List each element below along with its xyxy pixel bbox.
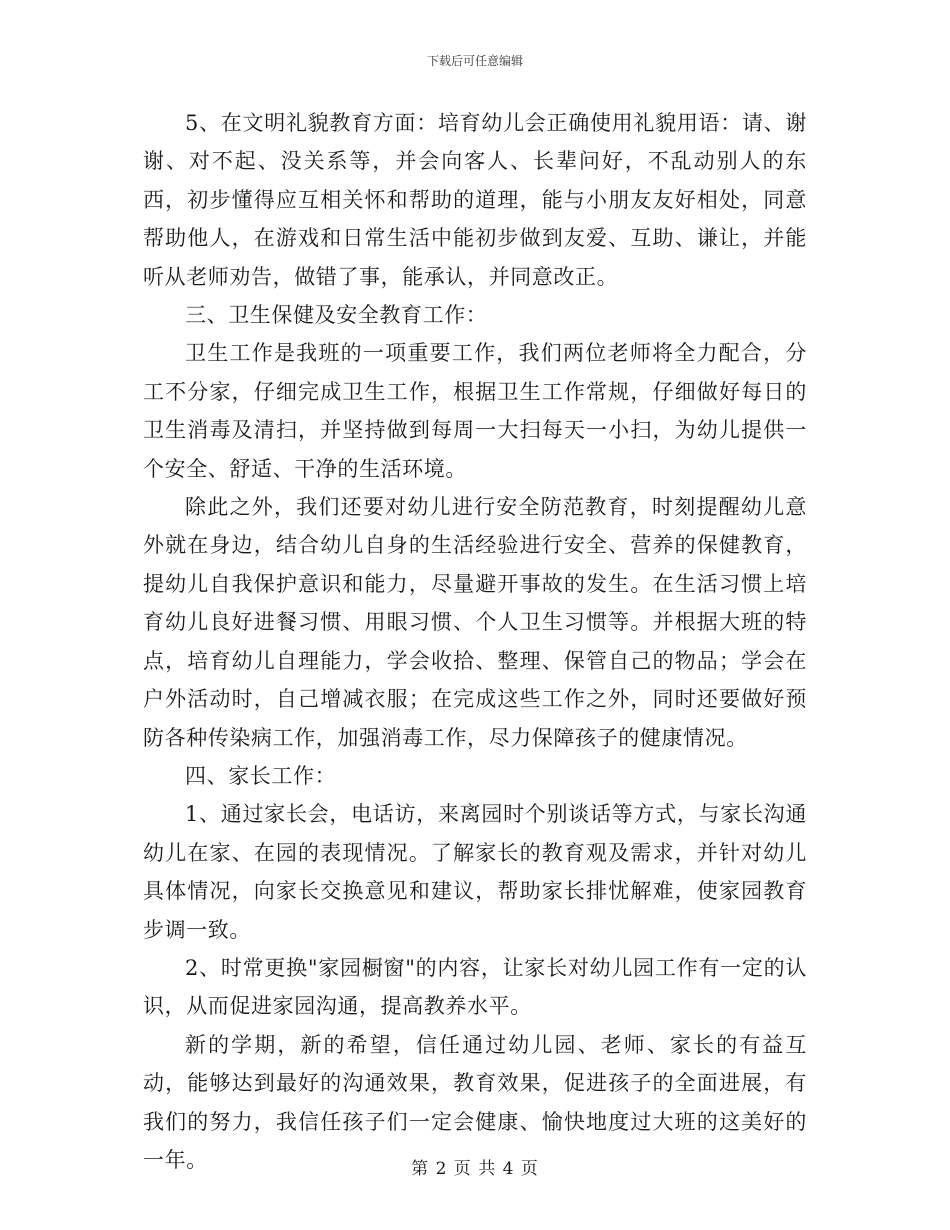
header-note: 下载后可任意编辑 — [426, 54, 523, 68]
paragraph-parent-communication: 1、通过家长会，电话访，来离园时个别谈话等方式，与家长沟通幼儿在家、在园的表现情况。了解家长的教育观及需求，并针对幼儿具体情况，向家长交换意见和建议，帮助家长排忧解难，使家园教育步调一致。 — [143, 802, 807, 942]
section-heading-parent-work: 四、家长工作： — [185, 763, 337, 788]
paragraph-courtesy-education: 5、在文明礼貌教育方面：培育幼儿会正确使用礼貌用语：请、谢谢、对不起、没关系等，并会向客人、长辈问好，不乱动别人的东西，初步懂得应互相关怀和帮助的道理，能与小朋友友好相处，同意帮助他人，在游戏和日常生活中能初步做到友爱、互助、谦让，并能听从老师劝告，做错了事，能承认，并同意改正。 — [143, 111, 807, 289]
section-heading-hygiene-safety: 三、卫生保健及安全教育工作： — [185, 303, 488, 328]
paragraph-safety-education: 除此之外，我们还要对幼儿进行安全防范教育，时刻提醒幼儿意外就在身边，结合幼儿自身的生活经验进行安全、营养的保健教育，提幼儿自我保护意识和能力，尽量避开事故的发生。在生活习惯上培育幼儿良好进餐习惯、用眼习惯、个人卫生习惯等。并根据大班的特点，培育幼儿自理能力，学会收拾、整理、保管自己的物品；学会在户外活动时，自己增减衣服；在完成这些工作之外，同时还要做好预防各种传染病工作，加强消毒工作，尽力保障孩子的健康情况。 — [143, 495, 807, 750]
paragraph-hygiene-work: 卫生工作是我班的一项重要工作，我们两位老师将全力配合，分工不分家，仔细完成卫生工作，根据卫生工作常规，仔细做好每日的卫生消毒及清扫，并坚持做到每周一大扫每天一小扫，为幼儿提供一个安全、舒适、干净的生活环境。 — [143, 341, 807, 481]
paragraph-closing: 新的学期，新的希望，信任通过幼儿园、老师、家长的有益互动，能够达到最好的沟通效果，教育效果，促进孩子的全面进展，有我们的努力，我信任孩子们一定会健康、愉快地度过大班的这美好的一年。 — [143, 1032, 807, 1172]
paragraph-home-window: 2、时常更换"家园橱窗"的内容，让家长对幼儿园工作有一定的认识，从而促进家园沟通，提高教养水平。 — [143, 955, 807, 1019]
page-number: 第 2 页 共 4 页 — [411, 1159, 539, 1179]
body-text — [143, 104, 807, 1179]
